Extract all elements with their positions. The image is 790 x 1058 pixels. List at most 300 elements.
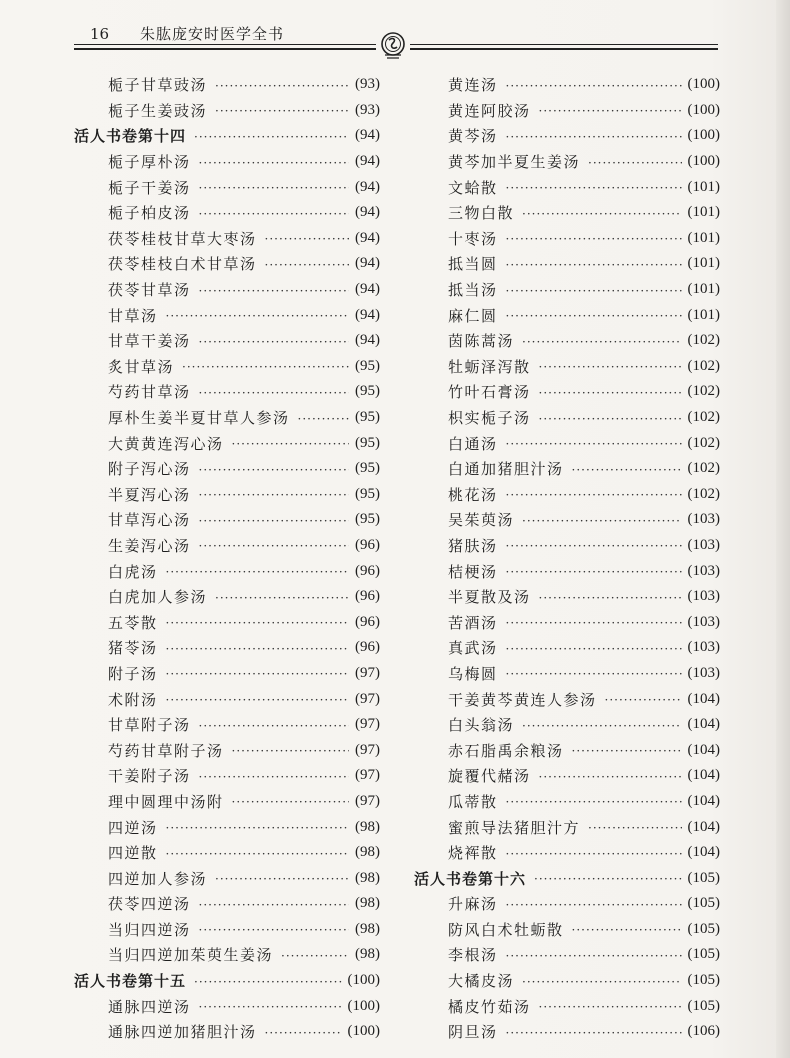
toc-entry-title: 阴旦汤 (448, 1023, 498, 1042)
dot-leader (199, 463, 349, 477)
toc-entry (74, 354, 380, 380)
dot-leader (506, 795, 682, 809)
dot-leader (199, 923, 349, 937)
toc-entry (414, 507, 720, 533)
toc-entry (414, 814, 720, 840)
toc-entry (414, 379, 720, 405)
toc-entry-page: (104) (687, 767, 720, 784)
toc-entry-title: 活人书卷第十四 (74, 127, 187, 146)
toc-entry-title: 防风白术牡蛎散 (448, 920, 564, 939)
toc-entry-page: (94) (355, 153, 380, 170)
toc-entry-title: 茯苓四逆汤 (108, 895, 191, 914)
toc-entry-page: (101) (687, 281, 720, 298)
toc-entry (414, 226, 720, 252)
book-title: 朱肱庞安时医学全书 (140, 25, 285, 43)
toc-entry (74, 430, 380, 456)
toc-entry-page: (100) (347, 1023, 380, 1040)
dot-leader (199, 207, 349, 221)
toc-entry-page: (94) (355, 204, 380, 221)
toc-entry-page: (100) (687, 101, 720, 118)
toc-entry-page: (100) (687, 127, 720, 144)
toc-entry-title: 三物白散 (448, 204, 515, 223)
dot-leader (298, 412, 349, 426)
toc-entry-page: (103) (687, 562, 720, 579)
dot-leader (572, 923, 682, 937)
toc-entry-title: 芍药甘草汤 (108, 383, 191, 402)
toc-entry-title: 生姜泻心汤 (108, 536, 191, 555)
toc-entry (414, 712, 720, 738)
toc-entry (414, 98, 720, 124)
toc-entry-page: (100) (687, 76, 720, 93)
toc-entry (74, 635, 380, 661)
toc-entry-title: 半夏散及汤 (448, 588, 531, 607)
dot-leader (506, 309, 682, 323)
dot-leader (199, 156, 349, 170)
toc-entry-page: (96) (355, 536, 380, 553)
toc-entry-page: (97) (355, 664, 380, 681)
toc-entry-page: (98) (355, 869, 380, 886)
dot-leader (199, 719, 349, 733)
toc-entry-title: 茯苓桂枝白术甘草汤 (108, 255, 257, 274)
dot-leader (588, 156, 681, 170)
dot-leader (506, 539, 682, 553)
toc-entry-title: 大橘皮汤 (448, 972, 515, 991)
dot-leader (506, 565, 682, 579)
toc-entry-page: (101) (687, 178, 720, 195)
toc-entry-title: 枳实栀子汤 (448, 409, 531, 428)
toc-entry-page: (104) (687, 818, 720, 835)
page-number: 16 (90, 25, 110, 43)
header-rule-left-thick (74, 48, 376, 50)
toc-entry-page: (101) (687, 306, 720, 323)
dot-leader (522, 719, 681, 733)
dot-leader (199, 539, 349, 553)
toc-entry-title: 黄连汤 (448, 76, 498, 95)
toc-entry-page: (101) (687, 229, 720, 246)
toc-entry-page: (96) (355, 639, 380, 656)
toc-entry-title: 竹叶石膏汤 (448, 383, 531, 402)
toc-entry-title: 栀子柏皮汤 (108, 204, 191, 223)
toc-entry-title: 茵陈蒿汤 (448, 332, 515, 351)
dot-leader (215, 79, 349, 93)
toc-entry (414, 763, 720, 789)
toc-entry (414, 1019, 720, 1045)
toc-entry-title: 旋覆代赭汤 (448, 767, 531, 786)
toc-entry (414, 302, 720, 328)
toc-entry-title: 乌梅圆 (448, 664, 498, 683)
dot-leader (265, 1026, 342, 1040)
toc-entry (414, 558, 720, 584)
toc-entry-title: 栀子甘草豉汤 (108, 76, 208, 95)
toc-entry (414, 891, 720, 917)
toc-entry (74, 251, 380, 277)
toc-entry-page: (97) (355, 767, 380, 784)
toc-entry (74, 686, 380, 712)
toc-entry-page: (100) (347, 997, 380, 1014)
toc-entry (74, 379, 380, 405)
toc-entry (414, 686, 720, 712)
toc-entry (74, 789, 380, 815)
dot-leader (539, 386, 682, 400)
toc-entry-title: 干姜黄芩黄连人参汤 (448, 690, 597, 709)
dot-leader (199, 770, 349, 784)
toc-entry (74, 226, 380, 252)
dot-leader (182, 360, 349, 374)
toc-entry-title: 活人书卷第十五 (74, 972, 187, 991)
header-rule-left-thin (74, 44, 376, 45)
dot-leader (215, 104, 349, 118)
toc-entry-page: (95) (355, 357, 380, 374)
dot-leader (506, 181, 682, 195)
toc-entry-page: (93) (355, 101, 380, 118)
dot-leader (199, 514, 349, 528)
toc-entry-page: (94) (355, 178, 380, 195)
dot-leader (539, 412, 682, 426)
toc-entry-page: (103) (687, 639, 720, 656)
toc-entry-title: 黄芩汤 (448, 127, 498, 146)
toc-entry-title: 大黄黄连泻心汤 (108, 434, 224, 453)
toc-entry-page: (97) (355, 690, 380, 707)
toc-entry (414, 942, 720, 968)
toc-entry-title: 甘草附子汤 (108, 716, 191, 735)
toc-entry-page: (103) (687, 588, 720, 605)
toc-entry-title: 当归四逆汤 (108, 920, 191, 939)
dot-leader (539, 360, 682, 374)
toc-entry-page: (97) (355, 741, 380, 758)
toc-entry-title: 术附汤 (108, 690, 158, 709)
toc-entry-title: 白通加猪胆汁汤 (448, 460, 564, 479)
toc-entry-page: (104) (687, 716, 720, 733)
dot-leader (572, 463, 682, 477)
toc-entry (74, 277, 380, 303)
toc-entry (74, 712, 380, 738)
toc-entry (74, 737, 380, 763)
toc-entry (74, 558, 380, 584)
toc-entry-page: (96) (355, 613, 380, 630)
toc-section-heading (74, 968, 380, 994)
toc-entry-title: 猪苓汤 (108, 639, 158, 658)
toc-entry (74, 328, 380, 354)
toc-entry (414, 456, 720, 482)
toc-entry-title: 白虎加人参汤 (108, 588, 208, 607)
toc-entry-page: (98) (355, 920, 380, 937)
toc-entry-page: (103) (687, 536, 720, 553)
dot-leader (506, 898, 682, 912)
dot-leader (199, 335, 349, 349)
toc-entry (74, 993, 380, 1019)
toc-entry-page: (105) (687, 997, 720, 1014)
toc-entry-page: (105) (687, 895, 720, 912)
toc-entry (74, 302, 380, 328)
dot-leader (199, 284, 349, 298)
toc-entry-page: (105) (687, 972, 720, 989)
toc-entry-title: 通脉四逆加猪胆汁汤 (108, 1023, 257, 1042)
dot-leader (199, 488, 349, 502)
toc-entry-title: 栀子干姜汤 (108, 178, 191, 197)
dot-leader (166, 616, 349, 630)
toc-entry (74, 456, 380, 482)
toc-entry-title: 芍药甘草附子汤 (108, 741, 224, 760)
toc-entry-title: 烧裈散 (448, 844, 498, 863)
toc-entry (414, 174, 720, 200)
dot-leader (506, 667, 682, 681)
header-rule-right-thick (410, 48, 718, 50)
toc-entry-title: 橘皮竹茹汤 (448, 997, 531, 1016)
toc-entry-title: 四逆加人参汤 (108, 869, 208, 888)
toc-entry (74, 763, 380, 789)
toc-entry-title: 文蛤散 (448, 178, 498, 197)
toc-entry-title: 甘草泻心汤 (108, 511, 191, 530)
toc-entry-page: (97) (355, 716, 380, 733)
toc-entry-title: 通脉四逆汤 (108, 997, 191, 1016)
dot-leader (588, 821, 681, 835)
toc-entry-title: 白虎汤 (108, 562, 158, 581)
toc-entry-title: 桃花汤 (448, 485, 498, 504)
toc-entry-page: (102) (687, 383, 720, 400)
toc-entry (414, 609, 720, 635)
dot-leader (506, 232, 682, 246)
page-edge (776, 0, 790, 1058)
toc-entry-title: 抵当汤 (448, 281, 498, 300)
dot-leader (265, 258, 349, 272)
toc-entry-page: (95) (355, 409, 380, 426)
publisher-emblem-icon (378, 30, 408, 60)
toc-entry-page: (96) (355, 588, 380, 605)
toc-entry-page: (95) (355, 460, 380, 477)
toc-section-heading (414, 865, 720, 891)
toc-entry-page: (93) (355, 76, 380, 93)
toc-entry-title: 五苓散 (108, 613, 158, 632)
toc-section-heading (74, 123, 380, 149)
dot-leader (522, 335, 681, 349)
toc-entry-title: 附子汤 (108, 664, 158, 683)
toc-entry-page: (103) (687, 613, 720, 630)
dot-leader (522, 514, 681, 528)
dot-leader (506, 437, 682, 451)
toc-entry-title: 白通汤 (448, 434, 498, 453)
toc-entry-title: 栀子厚朴汤 (108, 153, 191, 172)
toc-entry-title: 活人书卷第十六 (414, 869, 527, 888)
toc-entry-page: (104) (687, 690, 720, 707)
dot-leader (166, 667, 349, 681)
dot-leader (166, 821, 349, 835)
dot-leader (232, 437, 349, 451)
toc-entry (414, 72, 720, 98)
toc-entry-title: 甘草汤 (108, 306, 158, 325)
toc-entry-page: (94) (355, 281, 380, 298)
toc-entry (74, 814, 380, 840)
toc-entry-title: 牡蛎泽泻散 (448, 357, 531, 376)
toc-entry (74, 98, 380, 124)
dot-leader (506, 79, 682, 93)
toc-entry-title: 附子泻心汤 (108, 460, 191, 479)
toc-entry (74, 533, 380, 559)
toc-entry-title: 四逆散 (108, 844, 158, 863)
toc-entry (414, 968, 720, 994)
dot-leader (166, 642, 349, 656)
toc-entry (414, 149, 720, 175)
toc-entry-title: 猪肤汤 (448, 536, 498, 555)
dot-leader (522, 975, 681, 989)
toc-entry-page: (102) (687, 332, 720, 349)
toc-entry-title: 干姜附子汤 (108, 767, 191, 786)
toc-entry-page: (103) (687, 664, 720, 681)
dot-leader (506, 258, 682, 272)
toc-entry-title: 吴茱萸汤 (448, 511, 515, 530)
toc-entry-page: (106) (687, 1023, 720, 1040)
toc-entry (414, 251, 720, 277)
toc-entry (414, 277, 720, 303)
toc-entry-title: 黄芩加半夏生姜汤 (448, 153, 581, 172)
dot-leader (506, 130, 682, 144)
dot-leader (539, 770, 682, 784)
toc-entry-title: 半夏泻心汤 (108, 485, 191, 504)
dot-leader (199, 1000, 342, 1014)
toc-entry (414, 328, 720, 354)
toc-entry-title: 当归四逆加茱萸生姜汤 (108, 946, 274, 965)
toc-entry-page: (101) (687, 204, 720, 221)
toc-entry (74, 942, 380, 968)
toc-entry-page: (98) (355, 895, 380, 912)
dot-leader (506, 488, 682, 502)
dot-leader (194, 130, 349, 144)
dot-leader (215, 591, 349, 605)
toc-entry-page: (105) (687, 920, 720, 937)
toc-entry-title: 厚朴生姜半夏甘草人参汤 (108, 409, 290, 428)
toc-entry (414, 123, 720, 149)
toc-entry-page: (105) (687, 946, 720, 963)
toc-entry (414, 635, 720, 661)
toc-entry-title: 抵当圆 (448, 255, 498, 274)
dot-leader (265, 232, 349, 246)
toc-entry (414, 533, 720, 559)
toc-entry-page: (95) (355, 485, 380, 502)
toc-entry-page: (104) (687, 844, 720, 861)
toc-entry (414, 482, 720, 508)
toc-entry-title: 茯苓甘草汤 (108, 281, 191, 300)
toc-entry-page: (94) (355, 332, 380, 349)
toc-entry (74, 891, 380, 917)
toc-entry-title: 栀子生姜豉汤 (108, 101, 208, 120)
toc-entry-page: (98) (355, 946, 380, 963)
toc-entry (414, 917, 720, 943)
toc-entry-page: (96) (355, 562, 380, 579)
dot-leader (166, 309, 349, 323)
toc-entry (74, 584, 380, 610)
dot-leader (199, 386, 349, 400)
dot-leader (281, 949, 349, 963)
toc-entry (414, 584, 720, 610)
toc-entry-title: 真武汤 (448, 639, 498, 658)
toc-entry-page: (100) (687, 153, 720, 170)
dot-leader (199, 181, 349, 195)
dot-leader (506, 284, 682, 298)
toc-entry-title: 苦酒汤 (448, 613, 498, 632)
toc-entry-page: (95) (355, 511, 380, 528)
toc-entry (74, 72, 380, 98)
toc-entry-page: (98) (355, 844, 380, 861)
toc-entry (74, 840, 380, 866)
toc-entry-title: 赤石脂禹余粮汤 (448, 741, 564, 760)
toc-entry (414, 430, 720, 456)
toc-entry-page: (101) (687, 255, 720, 272)
toc-entry (74, 661, 380, 687)
toc-entry-page: (95) (355, 383, 380, 400)
toc-entry-page: (102) (687, 460, 720, 477)
toc-left-column (74, 72, 380, 1045)
toc-entry (414, 789, 720, 815)
dot-leader (539, 1000, 682, 1014)
dot-leader (199, 898, 349, 912)
toc-entry-title: 李根汤 (448, 946, 498, 965)
dot-leader (522, 207, 681, 221)
toc-entry-page: (102) (687, 485, 720, 502)
dot-leader (232, 744, 349, 758)
toc-entry (74, 174, 380, 200)
toc-entry-page: (95) (355, 434, 380, 451)
toc-entry-page: (102) (687, 357, 720, 374)
toc-entry (74, 917, 380, 943)
toc-entry-page: (94) (355, 127, 380, 144)
toc-entry-page: (105) (687, 869, 720, 886)
toc-entry-page: (98) (355, 818, 380, 835)
dot-leader (166, 847, 349, 861)
toc-entry (74, 1019, 380, 1045)
dot-leader (166, 565, 349, 579)
toc-entry-page: (104) (687, 741, 720, 758)
dot-leader (232, 795, 349, 809)
toc-entry-page: (97) (355, 792, 380, 809)
toc-entry (74, 865, 380, 891)
toc-entry (74, 200, 380, 226)
page-header (0, 0, 790, 60)
dot-leader (194, 975, 341, 989)
toc-entry (74, 149, 380, 175)
toc-right-column (414, 72, 720, 1045)
toc-entry (414, 405, 720, 431)
toc-entry (74, 507, 380, 533)
toc-entry-title: 理中圆理中汤附 (108, 792, 224, 811)
dot-leader (534, 872, 681, 886)
toc-entry-page: (102) (687, 434, 720, 451)
toc-entry-title: 十枣汤 (448, 229, 498, 248)
dot-leader (506, 847, 682, 861)
toc-entry (414, 993, 720, 1019)
dot-leader (506, 616, 682, 630)
toc-entry-page: (103) (687, 511, 720, 528)
toc-entry-title: 炙甘草汤 (108, 357, 175, 376)
toc-entry (414, 661, 720, 687)
toc-entry (414, 354, 720, 380)
dot-leader (572, 744, 682, 758)
toc-entry (414, 840, 720, 866)
toc-entry (74, 405, 380, 431)
dot-leader (166, 693, 349, 707)
toc-entry (414, 200, 720, 226)
toc-entry-page: (102) (687, 409, 720, 426)
dot-leader (506, 949, 682, 963)
dot-leader (605, 693, 682, 707)
toc-entry-title: 白头翁汤 (448, 716, 515, 735)
toc-entry-title: 甘草干姜汤 (108, 332, 191, 351)
toc-entry-title: 桔梗汤 (448, 562, 498, 581)
toc-entry-page: (94) (355, 306, 380, 323)
header-rule-right-thin (410, 44, 718, 45)
toc-entry-page: (94) (355, 229, 380, 246)
toc-entry-title: 茯苓桂枝甘草大枣汤 (108, 229, 257, 248)
toc-entry (74, 482, 380, 508)
toc-entry-page: (94) (355, 255, 380, 272)
